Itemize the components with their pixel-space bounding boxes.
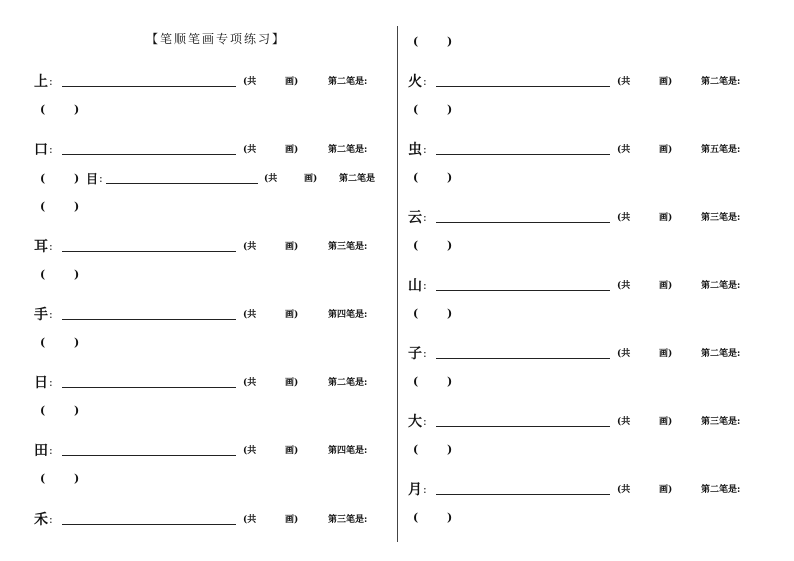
stroke-question: 第二笔是: [328, 77, 368, 87]
exercise-char: 禾 [34, 512, 48, 528]
stroke-question: 第三笔是: [328, 242, 368, 252]
exercise-row-kou [34, 140, 394, 160]
answer-paren-row [413, 304, 473, 324]
paren-close: ) [74, 268, 80, 281]
answer-blank[interactable] [62, 319, 236, 320]
stroke-question: 第二笔是: [701, 281, 741, 291]
total-strokes-close: 画) [659, 349, 673, 359]
answer-blank[interactable] [436, 222, 610, 223]
exercise-row-tian [34, 441, 394, 461]
exercise-row-da [408, 412, 788, 432]
stroke-question: 第二笔是: [328, 378, 368, 388]
stroke-question: 第四笔是: [328, 310, 368, 320]
total-strokes-close: 画) [285, 515, 299, 525]
exercise-colon: : [423, 143, 427, 156]
exercise-char: 大 [408, 414, 422, 430]
answer-blank[interactable] [436, 358, 610, 359]
exercise-char: 目 [86, 172, 99, 186]
answer-paren-row [413, 32, 473, 52]
paren-close: ) [447, 443, 453, 456]
total-strokes-close: 画) [285, 310, 299, 320]
answer-paren-row [40, 469, 100, 489]
answer-blank[interactable] [436, 154, 610, 155]
exercise-colon: : [423, 483, 427, 496]
total-strokes-open: (共 [243, 378, 257, 388]
exercise-row-shan [408, 276, 788, 296]
paren-open: ( [413, 307, 419, 320]
exercise-char: 火 [408, 74, 422, 90]
total-strokes-close: 画) [659, 485, 673, 495]
total-strokes-open: (共 [617, 485, 631, 495]
exercise-row-huo [408, 72, 788, 92]
total-strokes-close: 画) [285, 378, 299, 388]
exercise-char: 上 [34, 74, 48, 90]
exercise-colon: : [49, 240, 53, 253]
answer-paren-row [413, 440, 473, 460]
exercise-row-zi [408, 344, 788, 364]
paren-open: ( [40, 268, 46, 281]
exercise-char: 云 [408, 210, 422, 226]
exercise-colon: : [49, 308, 53, 321]
answer-paren-row [413, 168, 473, 188]
total-strokes-close: 画) [659, 213, 673, 223]
exercise-row-yun [408, 208, 788, 228]
stroke-question: 第三笔是: [328, 515, 368, 525]
answer-blank[interactable] [106, 183, 258, 184]
exercise-colon: : [49, 513, 53, 526]
paren-open: ( [413, 443, 419, 456]
paren-close: ) [447, 375, 453, 388]
total-strokes-open: (共 [243, 310, 257, 320]
paren-close: ) [447, 239, 453, 252]
paren-open: ( [40, 472, 46, 485]
exercise-colon: : [423, 279, 427, 292]
total-strokes-open: (共 [617, 145, 631, 155]
paren-open: ( [40, 336, 46, 349]
exercise-char: 子 [408, 346, 422, 362]
exercise-char: 手 [34, 307, 48, 323]
stroke-question: 第三笔是: [701, 417, 741, 427]
exercise-row-chong [408, 140, 788, 160]
exercise-colon: : [423, 211, 427, 224]
paren-close: ) [447, 103, 453, 116]
paren-open: ( [40, 172, 46, 185]
total-strokes-open: (共 [617, 349, 631, 359]
answer-paren-row [413, 236, 473, 256]
total-strokes-open: (共 [617, 213, 631, 223]
total-strokes-open: (共 [243, 446, 257, 456]
stroke-question: 第二笔是: [328, 145, 368, 155]
exercise-colon: : [49, 75, 53, 88]
answer-blank[interactable] [62, 154, 236, 155]
total-strokes-close: 画) [304, 174, 318, 184]
paren-close: ) [74, 404, 80, 417]
exercise-char: 虫 [408, 142, 422, 158]
paren-close: ) [74, 172, 80, 185]
page-title: 【笔顺笔画专项练习】 [146, 32, 287, 46]
total-strokes-open: (共 [243, 242, 257, 252]
exercise-colon: : [49, 444, 53, 457]
exercise-row-he [34, 510, 394, 530]
answer-paren-row [413, 508, 473, 528]
paren-open: ( [413, 239, 419, 252]
total-strokes-close: 画) [285, 145, 299, 155]
column-divider [397, 26, 398, 542]
answer-paren-row [40, 333, 100, 353]
total-strokes-close: 画) [285, 77, 299, 87]
exercise-colon: : [423, 75, 427, 88]
exercise-row-ri [34, 373, 394, 393]
answer-paren-row [413, 100, 473, 120]
exercise-char: 日 [34, 375, 48, 391]
stroke-question: 第二笔是: [701, 77, 741, 87]
paren-open: ( [40, 404, 46, 417]
stroke-question: 第五笔是: [701, 145, 741, 155]
paren-close: ) [447, 307, 453, 320]
exercise-colon: : [423, 415, 427, 428]
answer-paren-row [40, 100, 100, 120]
answer-blank[interactable] [436, 290, 610, 291]
answer-blank[interactable] [62, 86, 236, 87]
total-strokes-open: (共 [617, 281, 631, 291]
exercise-colon: : [49, 143, 53, 156]
stroke-question: 第二笔是: [701, 485, 741, 495]
paren-open: ( [413, 171, 419, 184]
total-strokes-close: 画) [659, 417, 673, 427]
paren-open: ( [413, 375, 419, 388]
total-strokes-open: (共 [243, 77, 257, 87]
paren-open: ( [40, 103, 46, 116]
exercise-row-shang [34, 72, 394, 92]
answer-blank[interactable] [62, 251, 236, 252]
total-strokes-close: 画) [285, 446, 299, 456]
stroke-question: 第二笔是 [339, 174, 376, 184]
total-strokes-open: (共 [617, 77, 631, 87]
answer-blank[interactable] [436, 494, 610, 495]
stroke-question: 第四笔是: [328, 446, 368, 456]
exercise-colon: : [49, 376, 53, 389]
paren-close: ) [447, 511, 453, 524]
paren-close: ) [447, 35, 453, 48]
paren-close: ) [74, 103, 80, 116]
paren-open: ( [413, 35, 419, 48]
answer-paren-row [413, 372, 473, 392]
total-strokes-close: 画) [659, 145, 673, 155]
exercise-colon: : [423, 347, 427, 360]
exercise-row-mu [40, 169, 395, 189]
paren-close: ) [447, 171, 453, 184]
total-strokes-close: 画) [285, 242, 299, 252]
answer-paren-row [40, 197, 100, 217]
answer-blank[interactable] [62, 524, 236, 525]
total-strokes-close: 画) [659, 77, 673, 87]
paren-open: ( [413, 103, 419, 116]
total-strokes-open: (共 [243, 145, 257, 155]
exercise-char: 山 [408, 278, 422, 294]
answer-paren-row [40, 265, 100, 285]
exercise-char: 口 [34, 142, 48, 158]
stroke-question: 第二笔是: [701, 349, 741, 359]
total-strokes-open: (共 [243, 515, 257, 525]
paren-close: ) [74, 336, 80, 349]
answer-blank[interactable] [62, 455, 236, 456]
paren-open: ( [40, 200, 46, 213]
exercise-char: 月 [408, 482, 422, 498]
paren-close: ) [74, 200, 80, 213]
answer-blank[interactable] [62, 387, 236, 388]
exercise-row-shou [34, 305, 394, 325]
total-strokes-open: (共 [617, 417, 631, 427]
answer-blank[interactable] [436, 86, 610, 87]
total-strokes-open: (共 [264, 174, 278, 184]
answer-blank[interactable] [436, 426, 610, 427]
answer-paren-row [40, 401, 100, 421]
stroke-question: 第三笔是: [701, 213, 741, 223]
paren-close: ) [74, 472, 80, 485]
total-strokes-close: 画) [659, 281, 673, 291]
exercise-char: 耳 [34, 239, 48, 255]
paren-open: ( [413, 511, 419, 524]
exercise-colon: : [99, 172, 103, 185]
exercise-char: 田 [34, 443, 48, 459]
exercise-row-er [34, 237, 394, 257]
exercise-row-yue [408, 480, 788, 500]
